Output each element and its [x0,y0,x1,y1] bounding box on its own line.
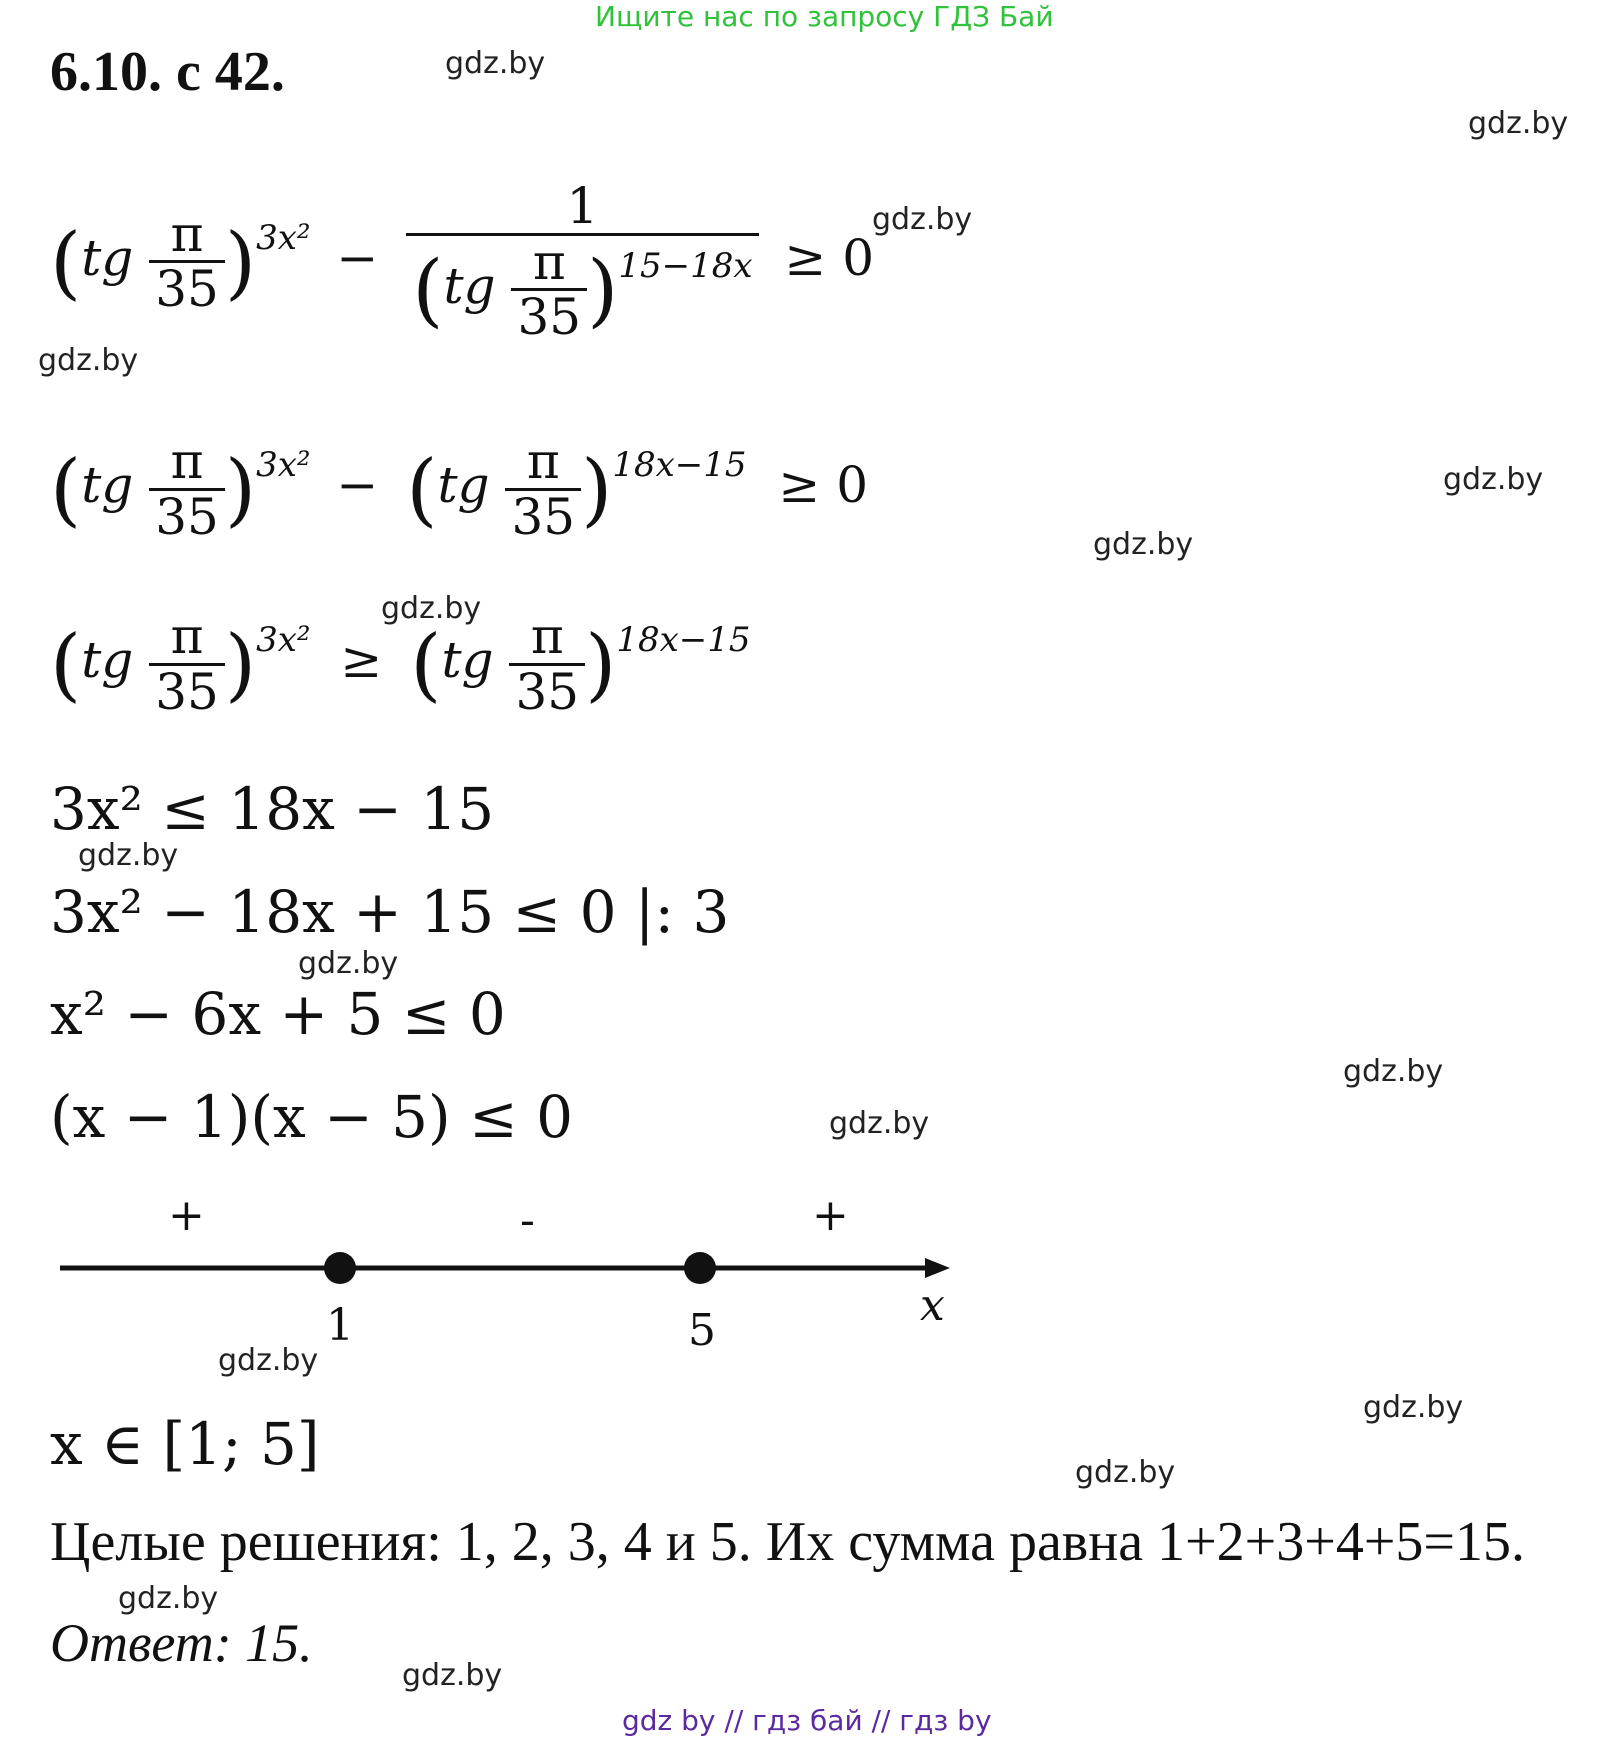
watermark: gdz.by [38,343,139,378]
equation-line-5: 3x² − 18x + 15 ≤ 0 |: 3 [50,878,730,946]
number-line [0,1190,1000,1370]
watermark: gdz.by [1363,1390,1464,1425]
watermark: gdz.by [445,46,546,81]
equation-line-6: x² − 6x + 5 ≤ 0 [50,980,506,1048]
equation-line-2: (tg $\frac{\pi}{35}$ )$^{3x^2}$ − (tg $\frac{\pi}{35}$ )$^{18x-15}$ ≥ 0 [50,432,869,546]
watermark: gdz.by [1468,106,1569,141]
conclusion-text: Целые решения: 1, 2, 3, 4 и 5. Их сумма равна 1+2+3+4+5=15. [50,1511,1525,1573]
watermark: gdz.by [1443,462,1544,497]
watermark: gdz.by [829,1106,930,1141]
solution-set: x ∈ [1; 5] [50,1410,320,1478]
watermark: gdz.by [1093,527,1194,562]
sign-right: + [812,1190,849,1241]
equation-line-7: (x − 1)(x − 5) ≤ 0 [50,1083,574,1151]
watermark: gdz.by [1075,1455,1176,1490]
watermark: gdz.by [78,838,179,873]
watermark: gdz.by [872,202,973,237]
bottom-banner[interactable]: gdz by // гдз бай // гдз by [622,1704,992,1737]
point-label-1: 1 [326,1300,354,1351]
watermark: gdz.by [1343,1054,1444,1089]
watermark: gdz.by [218,1343,319,1378]
top-banner[interactable]: Ищите нас по запросу ГДЗ Бай [595,0,1054,33]
watermark: gdz.by [381,591,482,626]
watermark: gdz.by [298,946,399,981]
answer: Ответ: 15. [50,1613,313,1673]
equation-line-4: 3x² ≤ 18x − 15 [50,775,495,843]
sign-left: + [168,1190,205,1241]
point-label-5: 5 [688,1305,716,1356]
problem-title: 6.10. с 42. [50,41,285,103]
watermark: gdz.by [402,1658,503,1693]
watermark: gdz.by [118,1581,219,1616]
sign-middle: - [520,1195,535,1246]
axis-label-x: x [920,1280,945,1331]
equation-line-3: (tg $\frac{\pi}{35}$ )$^{3x^2}$ ≥ (tg $\frac{\pi}{35}$ )$^{18x-15}$ [50,607,751,721]
equation-line-1: (tg $\frac{\pi}{35}$ )$^{3x^2}$ − 1 (tg $\frac{\pi}{35}$ )$^{15-18x}$ ≥ 0 [50,177,875,346]
